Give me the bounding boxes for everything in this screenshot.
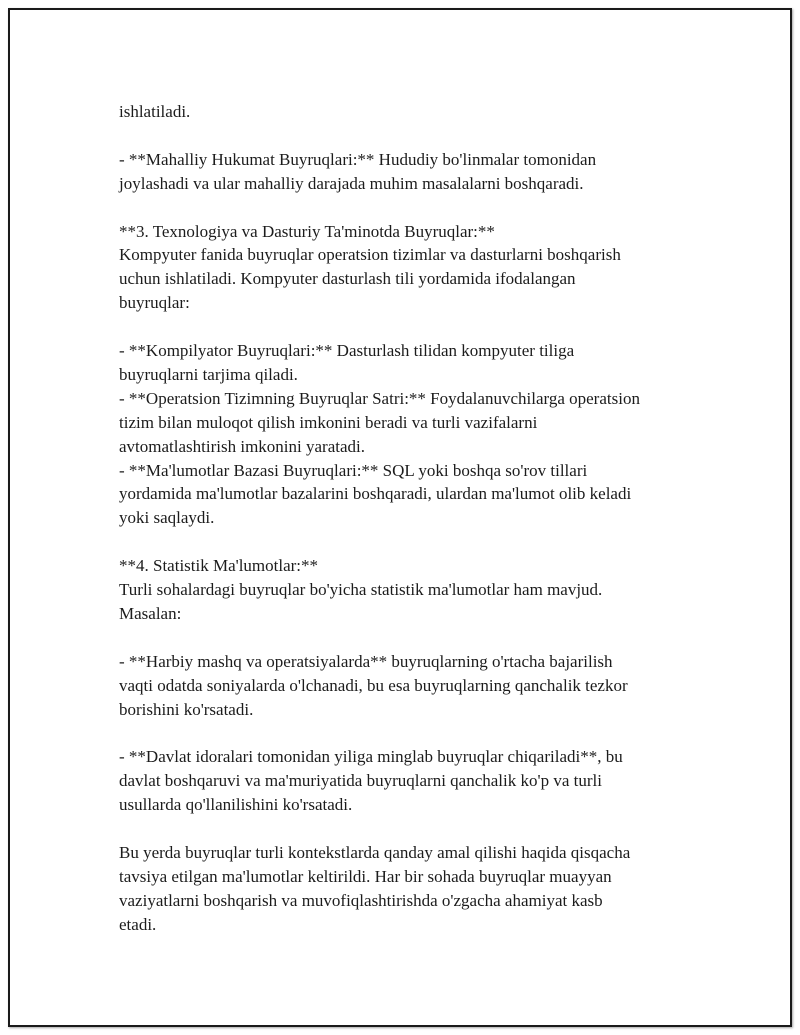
text-line: borishini ko'rsatadi. (119, 699, 254, 719)
text-line: buyruqlarni tarjima qiladi. (119, 364, 298, 384)
text-line: Kompyuter fanida buyruqlar operatsion tizimlar va dasturlarni boshqarish (119, 245, 621, 265)
text-line: davlat boshqaruvi va ma'muriyatida buyruqlarni qanchalik ko'p va turli (119, 771, 602, 791)
text-line: uchun ishlatiladi. Kompyuter dasturlash tili yordamida ifodalangan (119, 269, 576, 289)
blank-line (119, 817, 719, 841)
blank-line (119, 315, 719, 339)
text-line: vaziyatlarni boshqarish va muvofiqlashtirishda o'zgacha ahamiyat kasb (119, 890, 603, 910)
text-line: avtomatlashtirish imkonini yaratadi. (119, 436, 365, 456)
blank-line (119, 196, 719, 220)
text-line: - **Kompilyator Buyruqlari:** Dasturlash tilidan kompyuter tiliga (119, 341, 575, 361)
text-line: - **Mahalliy Hukumat Buyruqlari:** Hududiy bo'linmalar tomonidan (119, 149, 597, 169)
blank-line (119, 124, 719, 148)
text-line: ishlatiladi. (119, 102, 191, 121)
text-line: joylashadi va ular mahalliy darajada muhim masalalarni boshqaradi. (119, 173, 584, 193)
text-line: - **Davlat idoralari tomonidan yiliga minglab buyruqlar chiqariladi**, bu (119, 747, 623, 767)
text-line: Masalan: (119, 603, 182, 623)
text-line: **3. Texnologiya va Dasturiy Ta'minotda Buyruqlar:** (119, 221, 495, 241)
text-line: vaqti odatda soniyalarda o'lchanadi, bu esa buyruqlarning qanchalik tezkor (119, 675, 628, 695)
text-line: usullarda qo'llanilishini ko'rsatadi. (119, 795, 353, 815)
document-body (119, 100, 719, 937)
text-line: yoki saqlaydi. (119, 508, 215, 528)
blank-line (119, 626, 719, 650)
blank-line (119, 530, 719, 554)
document-page (8, 8, 792, 1027)
text-line: - **Ma'lumotlar Bazasi Buyruqlari:** SQL yoki boshqa so'rov tillari (119, 460, 588, 480)
text-line: tavsiya etilgan ma'lumotlar keltirildi. Har bir sohada buyruqlar muayyan (119, 866, 612, 886)
text-line: - **Operatsion Tizimning Buyruqlar Satri:** Foydalanuvchilarga operatsion (119, 388, 640, 408)
text-line: - **Harbiy mashq va operatsiyalarda** buyruqlarning o'rtacha bajarilish (119, 651, 613, 671)
text-line: Turli sohalardagi buyruqlar bo'yicha statistik ma'lumotlar ham mavjud. (119, 580, 603, 600)
text-line: Bu yerda buyruqlar turli kontekstlarda qanday amal qilishi haqida qisqacha (119, 842, 631, 862)
text-line: yordamida ma'lumotlar bazalarini boshqaradi, ulardan ma'lumot olib keladi (119, 484, 632, 504)
text-line: buyruqlar: (119, 293, 190, 313)
text-line: **4. Statistik Ma'lumotlar:** (119, 556, 319, 576)
text-line: tizim bilan muloqot qilish imkonini beradi va turli vazifalarni (119, 412, 538, 432)
blank-line (119, 721, 719, 745)
text-line: etadi. (119, 914, 157, 934)
